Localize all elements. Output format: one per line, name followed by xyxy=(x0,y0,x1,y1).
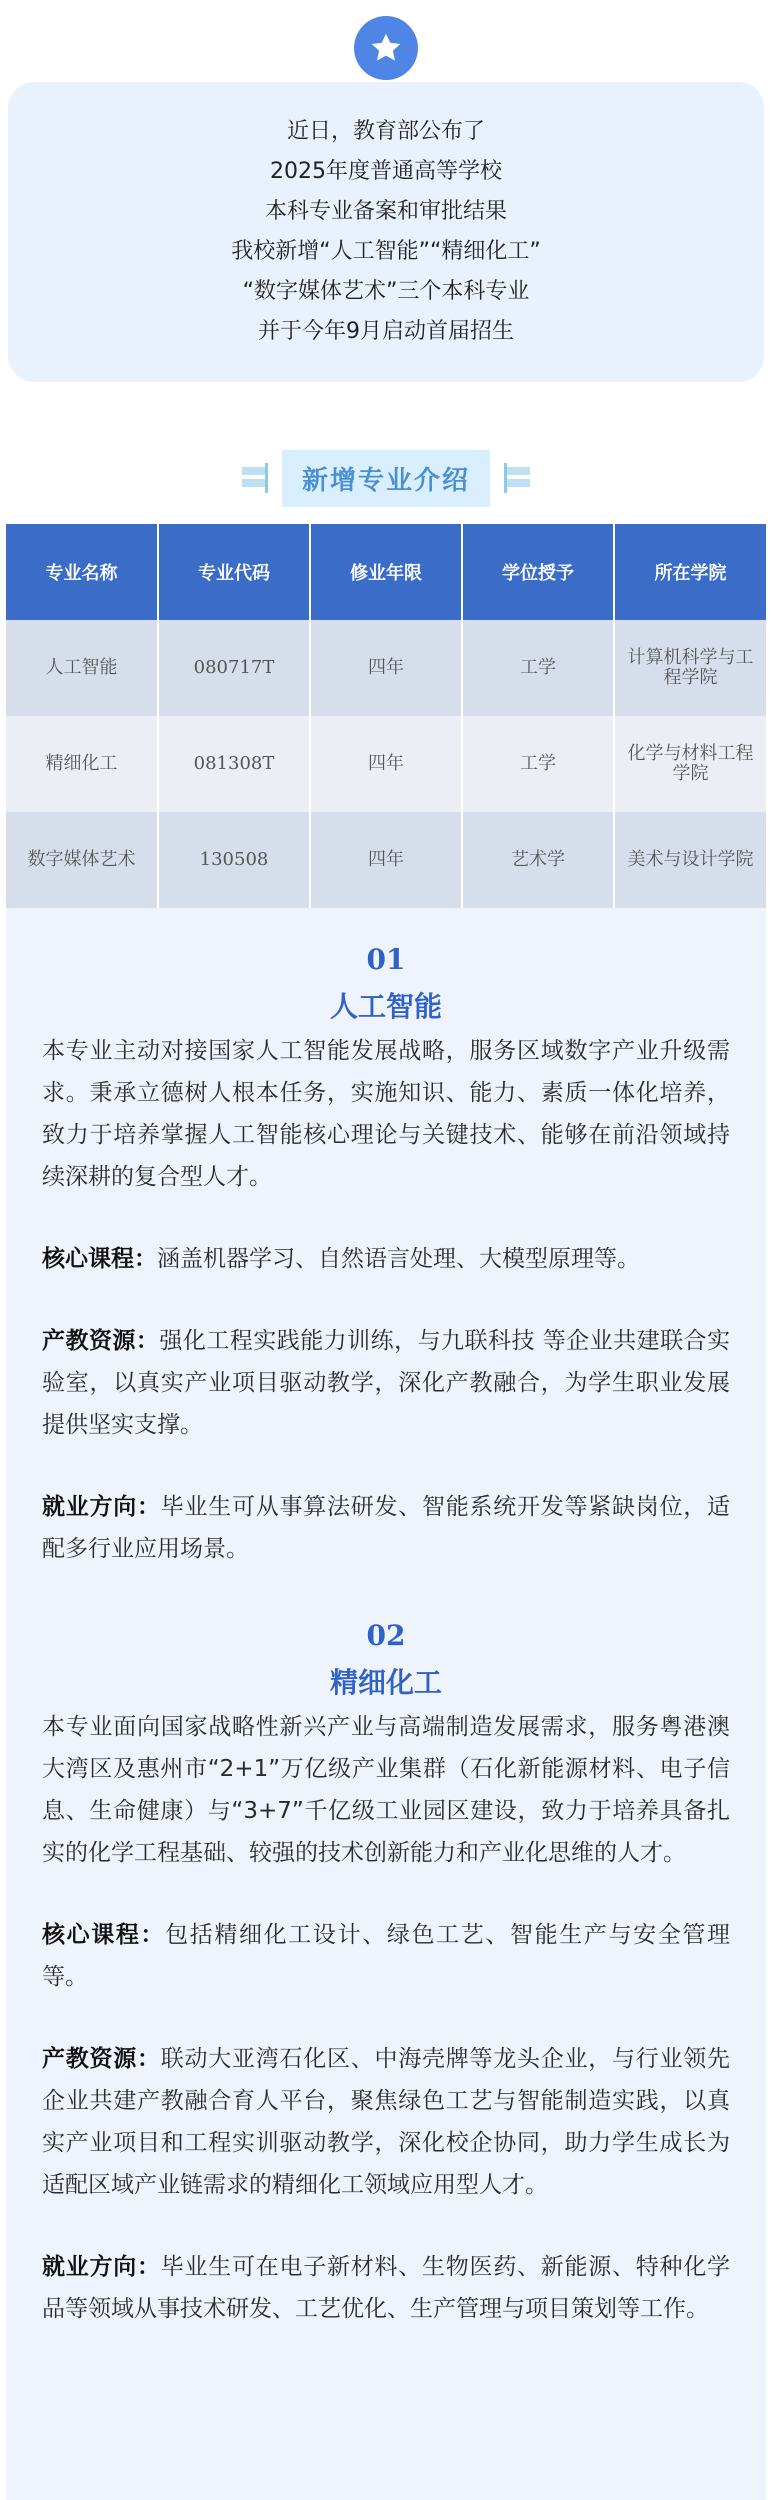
table-row xyxy=(6,716,766,812)
career-direction-text: 毕业生可从事算法研发、智能系统开发等紧缺岗位，适配多行业应用场景。 xyxy=(42,1494,730,1562)
table-cell: 精细化工 xyxy=(6,716,158,812)
flag-icon xyxy=(504,463,530,493)
table-header-row xyxy=(6,524,766,620)
core-courses-text: 涵盖机器学习、自然语言处理、大模型原理等。 xyxy=(157,1246,640,1272)
core-courses-label: 核心课程： xyxy=(42,1246,157,1272)
table-cell: 工学 xyxy=(462,620,614,716)
career-direction-label: 就业方向： xyxy=(42,2254,161,2280)
table-cell: 人工智能 xyxy=(6,620,158,716)
intro-line: 并于今年9月启动首届招生 xyxy=(258,319,514,344)
table-cell: 080717T xyxy=(158,620,310,716)
major-number: 01 xyxy=(366,943,406,976)
table-header-cell: 修业年限 xyxy=(310,524,462,620)
major-intro: 本专业面向国家战略性新兴产业与高端制造发展需求，服务粤港澳大湾区及惠州市“2+1”万亿级产业集群（石化新能源材料、电子信息、生命健康）与“3+7”千亿级工业园区建设，致力于培养具备扎实的化学工程基础、较强的技术创新能力和产业化思维的人才。 xyxy=(42,1714,730,1866)
table-cell: 美术与设计学院 xyxy=(614,812,766,908)
career-direction-label: 就业方向： xyxy=(42,1494,161,1520)
flag-icon xyxy=(242,463,268,493)
career-direction xyxy=(42,1486,730,1570)
star-icon xyxy=(368,30,404,66)
section-title: 新增专业介绍 xyxy=(282,450,490,507)
career-direction xyxy=(42,2246,730,2330)
intro-line: 2025年度普通高等学校 xyxy=(270,159,502,184)
industry-resources-label: 产教资源： xyxy=(42,2046,161,2072)
table-cell: 四年 xyxy=(310,812,462,908)
majors-content xyxy=(6,908,766,2500)
table-header-cell: 学位授予 xyxy=(462,524,614,620)
table-cell: 工学 xyxy=(462,716,614,812)
table-cell: 计算机科学与工程学院 xyxy=(614,620,766,716)
major-number: 02 xyxy=(366,1619,406,1652)
table-header-cell: 所在学院 xyxy=(614,524,766,620)
industry-resources-text: 强化工程实践能力训练，与九联科技 等企业共建联合实验室，以真实产业项目驱动教学，深化产教融合，为学生职业发展提供坚实支撑。 xyxy=(42,1328,731,1438)
table-cell: 四年 xyxy=(310,620,462,716)
table-cell: 081308T xyxy=(158,716,310,812)
table-row xyxy=(6,812,766,908)
section-header xyxy=(0,450,772,506)
major-block xyxy=(42,1618,730,2330)
industry-resources-text: 联动大亚湾石化区、中海壳牌等龙头企业，与行业领先企业共建产教融合育人平台，聚焦绿色工艺与智能制造实践，以真实产业项目和工程实训驱动教学，深化校企协同，助力学生成长为适配区域产业链需求的精细化工领域应用型人才。 xyxy=(42,2046,730,2198)
table-header-cell: 专业名称 xyxy=(6,524,158,620)
core-courses-label: 核心课程： xyxy=(42,1922,166,1948)
intro-line: 近日，教育部公布了 xyxy=(286,119,485,144)
table-cell: 四年 xyxy=(310,716,462,812)
major-table xyxy=(6,524,766,908)
table-header-cell: 专业代码 xyxy=(158,524,310,620)
core-courses xyxy=(42,1914,730,1998)
star-badge xyxy=(354,16,418,80)
core-courses xyxy=(42,1238,730,1280)
intro-line: 我校新增“人工智能”“精细化工” xyxy=(231,239,541,264)
major-name: 精细化工 xyxy=(329,1666,442,1699)
major-block xyxy=(42,942,730,1570)
table-cell: 数字媒体艺术 xyxy=(6,812,158,908)
table-cell: 艺术学 xyxy=(462,812,614,908)
major-name: 人工智能 xyxy=(329,990,442,1023)
industry-resources xyxy=(42,1320,730,1446)
intro-line: “数字媒体艺术”三个本科专业 xyxy=(242,279,530,304)
industry-resources xyxy=(42,2038,730,2206)
table-cell: 化学与材料工程学院 xyxy=(614,716,766,812)
core-courses-text: 包括精细化工设计、绿色工艺、智能生产与安全管理等。 xyxy=(42,1922,731,1990)
intro-line: 本科专业备案和审批结果 xyxy=(264,199,507,224)
table-cell: 130508 xyxy=(158,812,310,908)
career-direction-text: 毕业生可在电子新材料、生物医药、新能源、特种化学品等领域从事技术研发、工艺优化、生产管理与项目策划等工作。 xyxy=(42,2254,730,2322)
major-intro: 本专业主动对接国家人工智能发展战略，服务区域数字产业升级需求。秉承立德树人根本任务，实施知识、能力、素质一体化培养，致力于培养掌握人工智能核心理论与关键技术、能够在前沿领域持续深耕的复合型人才。 xyxy=(42,1038,730,1190)
industry-resources-label: 产教资源： xyxy=(42,1328,160,1354)
intro-card xyxy=(8,82,764,382)
table-row xyxy=(6,620,766,716)
